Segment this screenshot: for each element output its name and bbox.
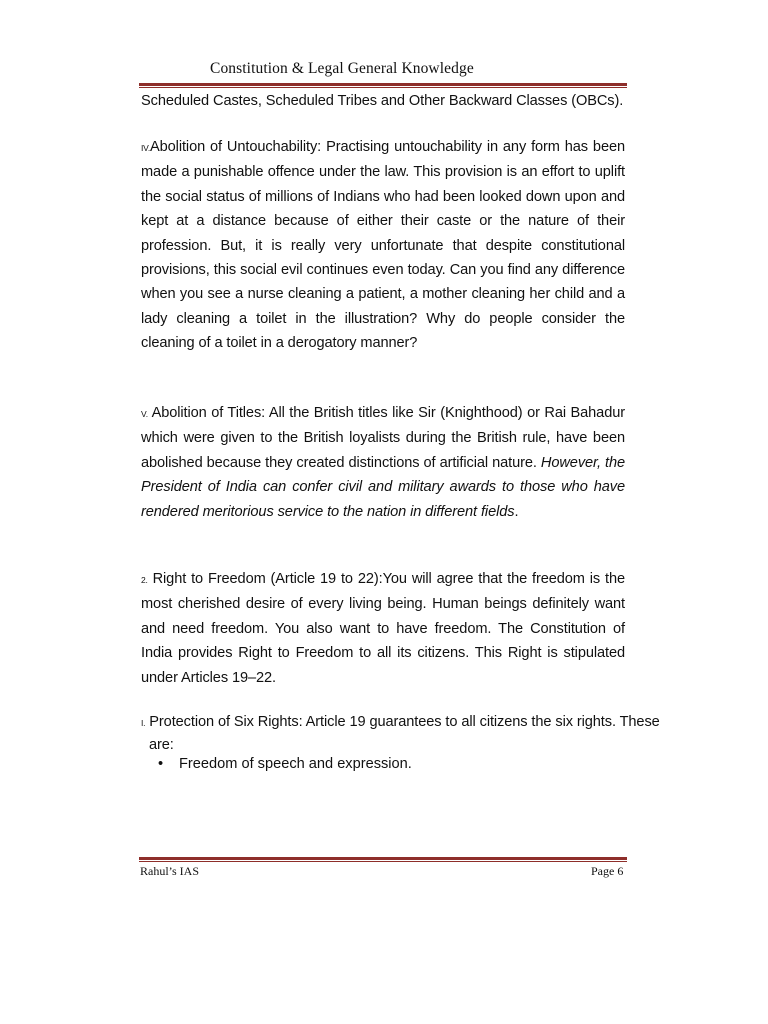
paragraph-text: Practising untouchability in any form has been made a punishable offence under the law. This provision is an effort to uplift the social status of millions of Indians who had been looked down upon and kept at a distance because of either their caste or the nature of their profession. But, it is really very unfortunate that despite constitutional provisions, this social evil continues even today. Can you find any difference when you see a nurse cleaning a patient, a mother cleaning her child and a lady cleaning a toilet in the illustration? Why do people consider the cleaning of a toilet in a derogatory manner? bbox=[141, 139, 625, 352]
bullet-icon: • bbox=[158, 756, 164, 772]
paragraph-text: Protection of Six Rights: Article 19 guarantees to all citizens the six rights. These bbox=[145, 714, 660, 730]
paragraph-number: IV. bbox=[141, 143, 151, 153]
paragraph-number: I. bbox=[141, 718, 146, 728]
footer-brand: Rahul’s IAS bbox=[140, 864, 200, 878]
list-item-text: Freedom of speech and expression. bbox=[179, 756, 412, 772]
footer-page-number: Page 6 bbox=[591, 864, 624, 878]
header-title: Constitution & Legal General Knowledge bbox=[210, 60, 474, 77]
paragraph-italic-text: However, the President of India can confer civil and military awards to those who have rendered meritorious service to the nation in different fields bbox=[141, 454, 625, 520]
paragraph-six-rights bbox=[141, 711, 711, 756]
paragraph-first-line bbox=[141, 711, 711, 734]
paragraph-number: V. bbox=[141, 409, 148, 419]
paragraph-text: Right to Freedom (Article 19 to 22):You will agree that the freedom is the most cherished desire of every living being. Human beings definitely want and need freedom. You also want to have freedom. The Constitution of India provides Right to Freedom to all its citizens. This Right is stipulated under Articles 19–22. bbox=[141, 571, 625, 686]
paragraph-text: All the British titles like Sir (Knighthood) or Rai Bahadur which were given to the British loyalists during the British rule, have been abolished because they created distinctions of artificial nature. bbox=[141, 405, 625, 471]
paragraph-heading: Abolition of Untouchability: bbox=[150, 139, 322, 155]
paragraph-number: 2. bbox=[141, 575, 148, 585]
paragraph-untouchability bbox=[141, 135, 625, 356]
continuation-line: Scheduled Castes, Scheduled Tribes and Other Backward Classes (OBCs). bbox=[141, 93, 624, 109]
header-rule bbox=[139, 83, 627, 88]
paragraph-continuation: are: bbox=[149, 737, 174, 753]
paragraph-end: . bbox=[514, 503, 519, 520]
paragraph-right-to-freedom bbox=[141, 567, 625, 690]
footer-rule bbox=[139, 857, 627, 862]
paragraph-heading: Abolition of Titles: bbox=[147, 405, 266, 421]
bullet-list bbox=[158, 753, 412, 775]
list-item bbox=[158, 753, 412, 775]
paragraph-titles bbox=[141, 401, 625, 524]
